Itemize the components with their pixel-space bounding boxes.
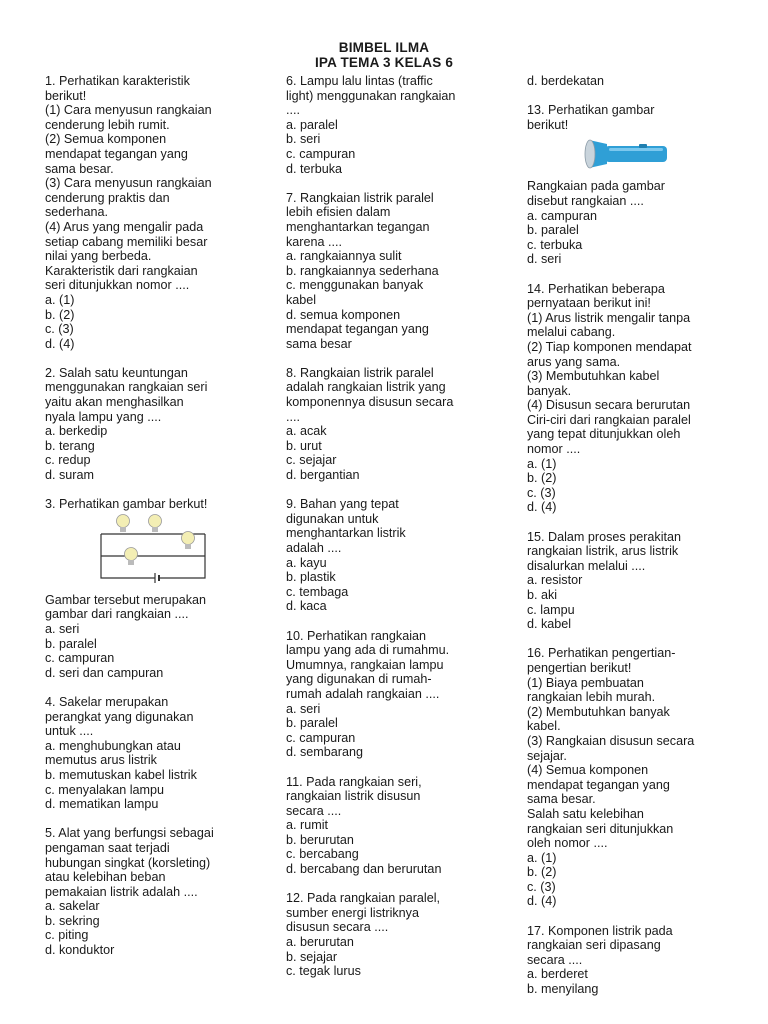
question-line: b. sekring: [45, 913, 100, 928]
question-line: a. menghubungkan atau: [45, 738, 181, 753]
question-line: melalui cabang.: [527, 325, 616, 340]
question-line: c. tegak lurus: [286, 964, 361, 979]
question-line: kabel.: [527, 719, 561, 734]
question-line: yaitu akan menghasilkan: [45, 395, 184, 410]
question-line: arus yang sama.: [527, 354, 621, 369]
question-line: menggunakan rangkaian seri: [45, 380, 208, 395]
question-block: [527, 646, 732, 909]
question-line: berikut!: [45, 88, 87, 103]
question-block: [527, 282, 732, 516]
question-line: d. (4): [527, 500, 557, 515]
question-line: c. (3): [527, 485, 556, 500]
question-line: adalah rangkaian listrik yang: [286, 380, 446, 395]
question-line: disebut rangkaian ....: [527, 193, 644, 208]
flashlight-icon: [583, 135, 673, 173]
question-line: (2) Semua komponen: [45, 132, 167, 147]
question-line: memutus arus listrik: [45, 753, 157, 768]
question-line: (1) Biaya pembuatan: [527, 675, 644, 690]
question-block: [286, 74, 496, 176]
question-line: c. campuran: [286, 146, 356, 161]
question-line: d. (4): [527, 894, 557, 909]
question-block: [45, 826, 245, 957]
question-line: nomor ....: [527, 442, 581, 457]
question-block: [45, 366, 245, 483]
question-line: b. rangkaiannya sederhana: [286, 263, 439, 278]
question-line: b. urut: [286, 438, 322, 453]
question-line: 6. Lampu lalu lintas (traffic: [286, 74, 433, 88]
question-line: 12. Pada rangkaian paralel,: [286, 891, 441, 906]
question-line: d. berdekatan: [527, 74, 605, 88]
question-line: sejajar.: [527, 748, 567, 763]
question-line: 16. Perhatikan pengertian-: [527, 646, 676, 661]
question-line: c. terbuka: [527, 237, 583, 252]
question-line: 5. Alat yang berfungsi sebagai: [45, 826, 214, 841]
question-block: [527, 103, 732, 267]
question-line: 10. Perhatikan rangkaian: [286, 628, 427, 643]
question-line: adalah ....: [286, 541, 342, 555]
question-line: c. sejajar: [286, 453, 337, 468]
question-line: a. seri: [45, 622, 80, 636]
question-line: komponennya disusun secara: [286, 395, 454, 410]
question-line: hubungan singkat (korsleting): [45, 855, 211, 870]
question-line: (4) Disusun secara berurutan: [527, 398, 691, 413]
question-line: disalurkan melalui ....: [527, 558, 646, 573]
question-line: mendapat tegangan yang: [286, 322, 429, 337]
question-line: b. memutuskan kabel listrik: [45, 767, 197, 782]
question-line: c. campuran: [286, 730, 356, 745]
question-line: (4) Arus yang mengalir pada: [45, 219, 204, 234]
question-line: b. (2): [527, 471, 557, 486]
question-line: pengertian berikut!: [527, 660, 632, 675]
question-line: c. campuran: [45, 651, 115, 666]
question-line: c. redup: [45, 453, 91, 468]
question-line: sama besar.: [527, 792, 596, 807]
question-line: secara ....: [286, 803, 342, 818]
question-line: rangkaian listrik disusun: [286, 789, 421, 804]
question-line: mendapat tegangan yang: [45, 146, 188, 161]
question-line: (2) Tiap komponen mendapat: [527, 339, 692, 354]
question-line: a. kayu: [286, 555, 327, 570]
question-line: perangkat yang digunakan: [45, 709, 194, 724]
question-line: sama besar.: [45, 161, 114, 176]
question-line: ....: [286, 409, 300, 424]
question-line: rumah adalah rangkaian ....: [286, 686, 440, 701]
question-line: d. seri dan campuran: [45, 665, 164, 680]
question-line: (3) Rangkaian disusun secara: [527, 733, 695, 748]
question-line: b. sejajar: [286, 949, 338, 964]
question-line: a. paralel: [286, 117, 338, 132]
question-line: lebih efisien dalam: [286, 205, 391, 220]
question-line: berikut!: [527, 117, 569, 132]
question-block: [527, 530, 732, 632]
question-line: Rangkaian pada gambar: [527, 179, 665, 194]
question-line: yang tepat ditunjukkan oleh: [527, 427, 681, 442]
question-line: a. (1): [527, 850, 557, 865]
question-line: c. (3): [527, 879, 556, 894]
question-line: yang digunakan di rumah-: [286, 672, 432, 687]
question-line: (3) Cara menyusun rangkaian: [45, 176, 212, 191]
question-line: sumber energi listriknya: [286, 905, 419, 920]
question-line: 15. Dalam proses perakitan: [527, 529, 682, 544]
question-line: menghantarkan tegangan: [286, 219, 430, 234]
question-line: b. paralel: [527, 223, 579, 238]
question-line: a. rangkaiannya sulit: [286, 249, 402, 264]
question-line: d. (4): [45, 336, 75, 351]
question-line: disusun secara ....: [286, 920, 389, 935]
question-block: [286, 366, 496, 483]
question-line: a. campuran: [527, 208, 598, 223]
question-block: [286, 629, 496, 760]
question-line: d. sembarang: [286, 745, 364, 760]
question-line: d. seri: [527, 252, 562, 267]
question-line: seri ditunjukkan nomor ....: [45, 278, 190, 293]
question-line: 9. Bahan yang tepat: [286, 497, 399, 512]
question-line: b. menyilang: [527, 982, 599, 997]
question-block: [286, 891, 496, 979]
question-line: sama besar: [286, 336, 352, 351]
question-line: d. bergantian: [286, 468, 360, 483]
question-line: setiap cabang memiliki besar: [45, 234, 208, 249]
question-line: a. berderet: [527, 967, 588, 982]
question-block: [45, 497, 245, 680]
worksheet-subtitle: IPA TEMA 3 KELAS 6: [314, 55, 454, 70]
question-line: b. (2): [45, 307, 75, 322]
question-block: [286, 191, 496, 352]
question-line: 3. Perhatikan gambar berkut!: [45, 497, 208, 512]
question-line: c. tembaga: [286, 584, 349, 599]
question-line: lampu yang ada di rumahmu.: [286, 643, 450, 658]
question-line: b. aki: [527, 588, 558, 602]
question-line: menghantarkan listrik: [286, 526, 406, 541]
question-line: 11. Pada rangkaian seri,: [286, 774, 422, 789]
question-block: [527, 74, 732, 89]
column-3: [527, 74, 732, 1011]
question-line: Umumnya, rangkaian lampu: [286, 657, 444, 672]
question-line: Ciri-ciri dari rangkaian paralel: [527, 412, 691, 427]
question-line: rangkaian seri dipasang: [527, 938, 661, 953]
question-line: cenderung praktis dan: [45, 190, 170, 205]
column-1: [45, 74, 245, 972]
question-line: (2) Membutuhkan banyak: [527, 704, 670, 719]
question-line: 14. Perhatikan beberapa: [527, 281, 665, 296]
question-line: pernyataan berikut ini!: [527, 296, 651, 311]
question-line: d. bercabang dan berurutan: [286, 862, 442, 877]
question-line: d. suram: [45, 468, 94, 483]
question-line: sederhana.: [45, 205, 109, 220]
question-line: b. paralel: [45, 636, 97, 651]
question-line: rangkaian seri ditunjukkan: [527, 821, 674, 836]
question-line: pengaman saat terjadi: [45, 840, 170, 855]
question-line: a. resistor: [527, 573, 583, 588]
question-line: atau kelebihan beban: [45, 870, 166, 885]
question-line: 8. Rangkaian listrik paralel: [286, 365, 434, 380]
question-line: a. sakelar: [45, 899, 100, 914]
question-line: b. (2): [527, 865, 557, 880]
question-line: c. lampu: [527, 602, 575, 617]
question-line: b. terang: [45, 438, 95, 453]
question-block: [286, 497, 496, 614]
question-block: [45, 695, 245, 812]
question-line: mendapat tegangan yang: [527, 777, 670, 792]
circuit-diagram-icon: [93, 512, 213, 584]
question-line: (4) Semua komponen: [527, 763, 649, 778]
column-2: [286, 74, 496, 993]
question-line: rangkaian listrik, arus listrik: [527, 544, 679, 559]
question-line: c. piting: [45, 928, 89, 943]
question-line: oleh nomor ....: [527, 836, 608, 851]
question-line: (3) Membutuhkan kabel: [527, 369, 660, 384]
question-line: a. (1): [45, 292, 75, 307]
question-line: 17. Komponen listrik pada: [527, 923, 673, 938]
question-line: b. seri: [286, 132, 321, 147]
question-line: Gambar tersebut merupakan: [45, 592, 207, 607]
question-block: [527, 924, 732, 997]
question-line: b. plastik: [286, 570, 336, 585]
question-block: [45, 74, 245, 351]
question-line: Salah satu kelebihan: [527, 806, 644, 821]
question-line: b. berurutan: [286, 832, 354, 847]
question-line: d. kaca: [286, 599, 327, 614]
question-line: c. menyalakan lampu: [45, 782, 165, 797]
question-line: c. (3): [45, 322, 74, 337]
question-block: [286, 775, 496, 877]
question-line: 7. Rangkaian listrik paralel: [286, 190, 434, 205]
question-line: 1. Perhatikan karakteristik: [45, 74, 190, 88]
question-line: a. berurutan: [286, 935, 354, 950]
question-line: nyala lampu yang ....: [45, 409, 162, 424]
question-line: c. bercabang: [286, 847, 359, 862]
question-line: d. kabel: [527, 617, 572, 632]
worksheet-title: BIMBEL ILMA: [338, 40, 430, 55]
question-line: a. berkedip: [45, 424, 108, 439]
question-line: (1) Arus listrik mengalir tanpa: [527, 310, 691, 325]
question-line: secara ....: [527, 952, 583, 967]
question-line: a. seri: [286, 701, 321, 716]
question-line: light) menggunakan rangkaian: [286, 88, 456, 103]
question-line: d. semua komponen: [286, 307, 401, 322]
question-line: (1) Cara menyusun rangkaian: [45, 103, 212, 118]
question-line: karena ....: [286, 234, 343, 249]
question-line: untuk ....: [45, 724, 94, 739]
question-line: a. rumit: [286, 818, 328, 833]
question-line: kabel: [286, 292, 317, 307]
question-line: d. konduktor: [45, 943, 115, 958]
question-line: 13. Perhatikan gambar: [527, 103, 655, 118]
question-line: banyak.: [527, 383, 572, 398]
question-line: d. mematikan lampu: [45, 797, 159, 812]
question-line: a. (1): [527, 456, 557, 471]
question-line: cenderung lebih rumit.: [45, 117, 170, 132]
question-line: pemakaian listrik adalah ....: [45, 884, 198, 899]
question-line: 4. Sakelar merupakan: [45, 694, 169, 709]
question-line: nilai yang berbeda.: [45, 249, 152, 264]
question-line: ....: [286, 103, 300, 118]
question-line: gambar dari rangkaian ....: [45, 607, 189, 622]
worksheet-header: [0, 40, 768, 70]
question-line: b. paralel: [286, 716, 338, 731]
question-line: c. menggunakan banyak: [286, 278, 424, 293]
question-line: a. acak: [286, 424, 327, 439]
question-line: digunakan untuk: [286, 511, 379, 526]
question-line: d. terbuka: [286, 161, 343, 176]
question-line: 2. Salah satu keuntungan: [45, 365, 188, 380]
question-line: Karakteristik dari rangkaian: [45, 263, 198, 278]
question-line: rangkaian lebih murah.: [527, 690, 656, 705]
